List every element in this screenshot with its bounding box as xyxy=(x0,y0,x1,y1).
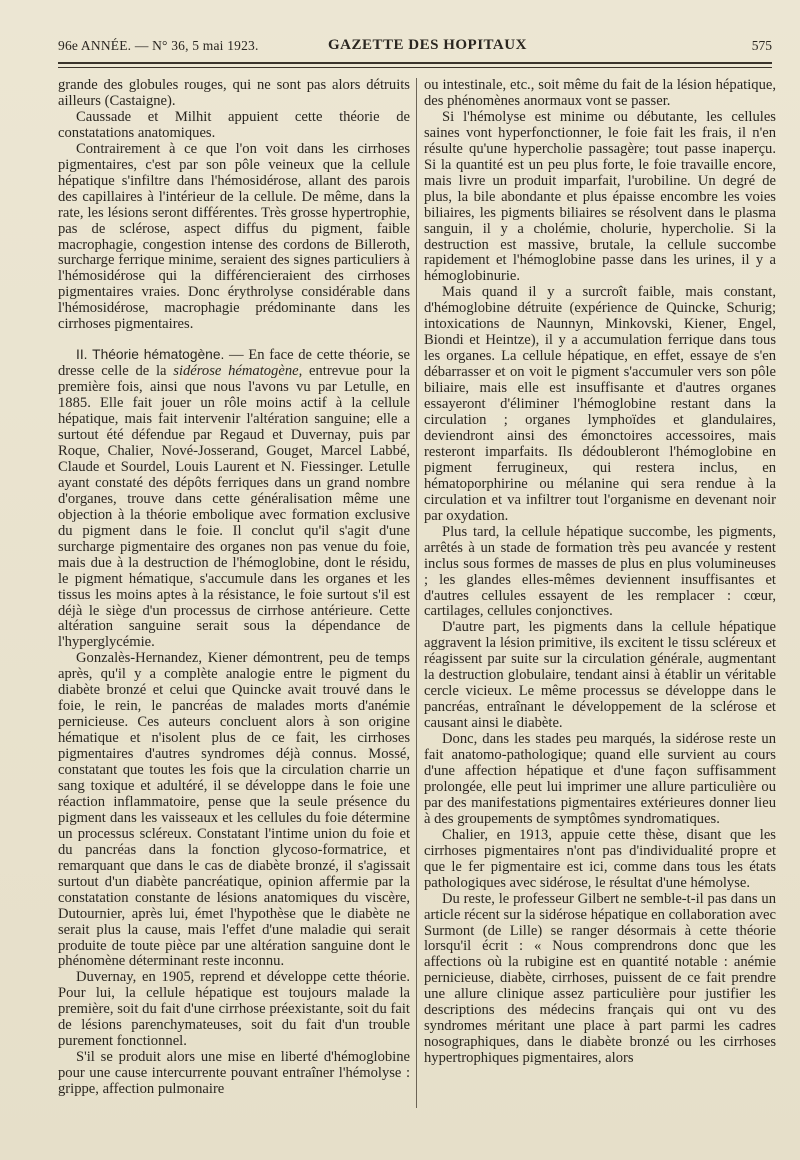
page-number: 575 xyxy=(751,38,772,53)
paragraph xyxy=(58,78,410,110)
right-column xyxy=(424,78,776,1118)
section-title: II. Théorie hématogène. xyxy=(76,347,225,363)
paragraph xyxy=(424,525,776,621)
paragraph xyxy=(424,892,776,1067)
paragraph-text: Du reste, le professeur Gilbert ne semble-t-il pas dans un article récent sur la sidérose hépatique en collaboration avec Surmont (de Lille) se ranger désormais à cette théorie lorsqu'il écrit : « Nous comprendrons donc que les affections où la rubigine est en quantité notable : anémie pernicieuse, diabète, cirrhoses, puissent de ce fait prendre une allure clinique assez particulière pour justifier les descriptions des médecins français qui ont vu des syndromes méritant une place à part parmi les cadres nosographiques, dans le diabète bronzé ou les cirrhoses hypertrophiques pigmentaires, alors xyxy=(424,890,776,1067)
paragraph-text: Plus tard, la cellule hépatique succombe, les pigments, arrêtés à un stade de formation très peu avancée y restent inclus sous formes de masses de plus en plus volumineuses ; les glandes elles-mêmes deviennent insuffisantes et d'autres cellules essayent de les remplacer : cœur, cartilages, cellules conjonctives. xyxy=(424,523,776,620)
paragraph xyxy=(58,970,410,1050)
paragraph-text: Si l'hémolyse est minime ou débutante, les cellules saines vont hyperfonctionner, le foie fait les frais, il n'en résulte qu'une hypercholie passagère; tout passe inaperçu. Si la quantité est un peu plus forte, le foie travaille encore, mais livre un produit imparfait, l'urobiline. Un degré de plus, la bile abondante et plus épaisse encombre les voies biliaires, les pigments biliaires se résolvent dans le plasma sanguin, il y a cholémie, cholurie, hypercholie. Si la destruction est massive, brutale, la cellule succombe rapidement et l'hémoglobine passe dans les urines, il y a hémoglobinurie. xyxy=(424,108,776,285)
issue-info: 96e ANNÉE. — N° 36, 5 mai 1923. xyxy=(58,38,259,53)
paragraph-text: — En face de cette théorie, se dresse celle de la xyxy=(58,347,410,380)
paragraph xyxy=(58,651,410,970)
column-divider xyxy=(416,78,417,1108)
paragraph xyxy=(424,732,776,828)
italic-term: sidérose hématogène, xyxy=(173,363,303,380)
paragraph-text: Donc, dans les stades peu marqués, la sidérose reste un fait anatomo-pathologique; quand elle survient au cours d'une affection hépatique et d'une façon suffisamment prolongée, elle peut lui imprimer une allure particulière ou par des manifestations pigmentaires extérieures donner lieu à des groupements de symptômes syndromatiques. xyxy=(424,731,776,827)
header-rule-thin xyxy=(58,67,772,68)
paragraph xyxy=(424,828,776,892)
paragraph-text: ou intestinale, etc., soit même du fait de la lésion hépatique, des phénomènes anormaux vont se passer. xyxy=(424,78,776,109)
paragraph xyxy=(424,620,776,732)
header-rule-thick xyxy=(58,62,772,64)
journal-title: GAZETTE DES HOPITAUX xyxy=(328,37,527,53)
paragraph-text: entrevue pour la première fois, ainsi que nous l'avons vu par Letulle, en 1885. Elle fait jouer un rôle moins actif à la cellule hépatique, mais fait intervenir l'altération sanguine; elle a surtout été défendue par Regaud et Duvernay, puis par Roque, Chalier, Nové-Josserand, Gouget, Marcel Labbé, Claude et Sourdel, Louis Laurent et N. Fiessinger. Letulle ayant constaté des dépôts ferriques dans un grand nombre d'organes, trouve dans cette généralisation même une objection à la théorie embolique avec formation exclusive du pigment dans le foie. Il conclut qu'il s'agit d'une surcharge pigmentaire des organes non pas venue du foie, mais due à la destruction de l'hémoglobine, dont le résidu, le pigment hématique, s'accumule dans les organes et les tissus les moins aptes à la résistance, le foie surtout s'il est déjà le siège d'un processus de cirrhose antérieure. Cette altération sanguine serait sous la dépendance de l'hyperglycémie. xyxy=(58,363,410,651)
paragraph-text: Duvernay, en 1905, reprend et développe cette théorie. Pour lui, la cellule hépatique est toujours malade la première, soit du fait d'une cirrhose préexistante, soit du fait de lésions parenchymateuses, soit du fait d'un trouble purement fonctionnel. xyxy=(58,969,410,1050)
paragraph xyxy=(424,285,776,524)
paragraph xyxy=(424,110,776,285)
paragraph-text: Caussade et Milhit appuient cette théorie de constatations anatomiques. xyxy=(58,108,410,141)
paragraph-text: grande des globules rouges, qui ne sont pas alors détruits ailleurs (Castaigne). xyxy=(58,78,410,109)
paragraph-text: Chalier, en 1913, appuie cette thèse, disant que les cirrhoses pigmentaires n'ont pas d'individualité propre et que le fer pigmentaire est ici, comme dans tous les états pathologiques avec sidérose, le résultat d'une hémolyse. xyxy=(424,826,776,891)
paragraph-text: Contrairement à ce que l'on voit dans les cirrhoses pigmentaires, c'est par son pôle veineux que la cellule hépatique s'infiltre dans l'hémosidérose, allant des parois des capillaires à l'intérieur de la cellule. De même, dans la rate, les lésions seront différentes. Très grosse hypertrophie, pas de sclérose, aspect diffus du pigment, faible macrophagie, congestion intense des cordons de Billeroth, surcharge ferrique minime, seraient des signes particuliers à l'hémosidérose qui la différencieraient des cirrhoses pigmentaires vraies. Donc érythrolyse considérable dans l'hémosidérose, macrophagie prédominante dans les cirrhoses pigmentaires. xyxy=(58,140,410,333)
paragraph-text: Mais quand il y a surcroît faible, mais constant, d'hémoglobine détruite (expérience de Quincke, Schurig; intoxications de Naunnyn, Minkovski, Kiener, Engel, Biondi et Heintze), il y a accumulation ferrique dans tous les organes. La cellule hépatique, en effet, essaye de s'en débarrasser et on voit le pigment s'accumuler vers son pôle biliaire, mais elle est insuffisante et d'autres organes essayeront d'éliminer l'hémoglobine restant dans la circulation ; organes lymphoïdes et glandulaires, deviendront ainsi des émonctoires accessoires, mais resteront imparfaits. Ils dédoubleront l'hémoglobine en pigment ferrugineux, qui restera inclus, en hématoporphirine ou mélanine qui sera rendue à la circulation et va infiltrer tout l'organisme en devenant noir par oxydation. xyxy=(424,284,776,524)
paragraph xyxy=(58,347,410,651)
left-column xyxy=(58,78,410,1118)
paragraph-text: D'autre part, les pigments dans la cellule hépatique aggravent la lésion primitive, ils excitent le tissu scléreux et réagissent par suite sur la circulation générale, augmentant la destruction globulaire, tendant ainsi à établir un véritable cercle vicieux. Le même processus se développe dans le pancréas, entraînant le développement de la sclérose et causant ainsi le diabète. xyxy=(424,619,776,732)
paragraph xyxy=(58,110,410,142)
paragraph-text: S'il se produit alors une mise en liberté d'hémoglobine pour une cause intercurrente pouvant entraîner l'hémolyse : grippe, affection pulmonaire xyxy=(58,1049,410,1098)
page-header xyxy=(58,36,772,58)
paragraph xyxy=(58,142,410,333)
paragraph-text: Gonzalès-Hernandez, Kiener démontrent, peu de temps après, qu'il y a complète analogie entre le pigment du diabète bronzé et celui que Quincke avait trouvé dans le foie, le rein, le pancréas de malades morts d'anémie pernicieuse. Ces auteurs concluent alors à son origine hématique et n'isolent plus de ce fait, les cirrhoses pigmentaires d'autres syndromes déjà connus. Mossé, constatant que toutes les fois que la circulation charrie un sang toxique et adultéré, il se développe dans le foie une réaction inflammatoire, pense que la seule présence du pigment dans les vaisseaux et les cellules du foie détermine un processus scléreux. Constatant l'intime union du foie et du pancréas dans la fonction glycoso-formatrice, et remarquant que dans le cas de diabète bronzé, il s'agissait surtout d'un diabète pancréatique, opinion affermie par la constatation constante de lésions anatomiques du viscère, Dutournier, après lui, émet l'hypothèse que le diabète ne serait plus la cause, mais l'effet d'une maladie qui serait produite de toute pièce par une altération sanguine dont le phénomène déterminant reste inconnu. xyxy=(58,650,410,970)
paragraph xyxy=(58,1050,410,1098)
paragraph xyxy=(424,78,776,110)
